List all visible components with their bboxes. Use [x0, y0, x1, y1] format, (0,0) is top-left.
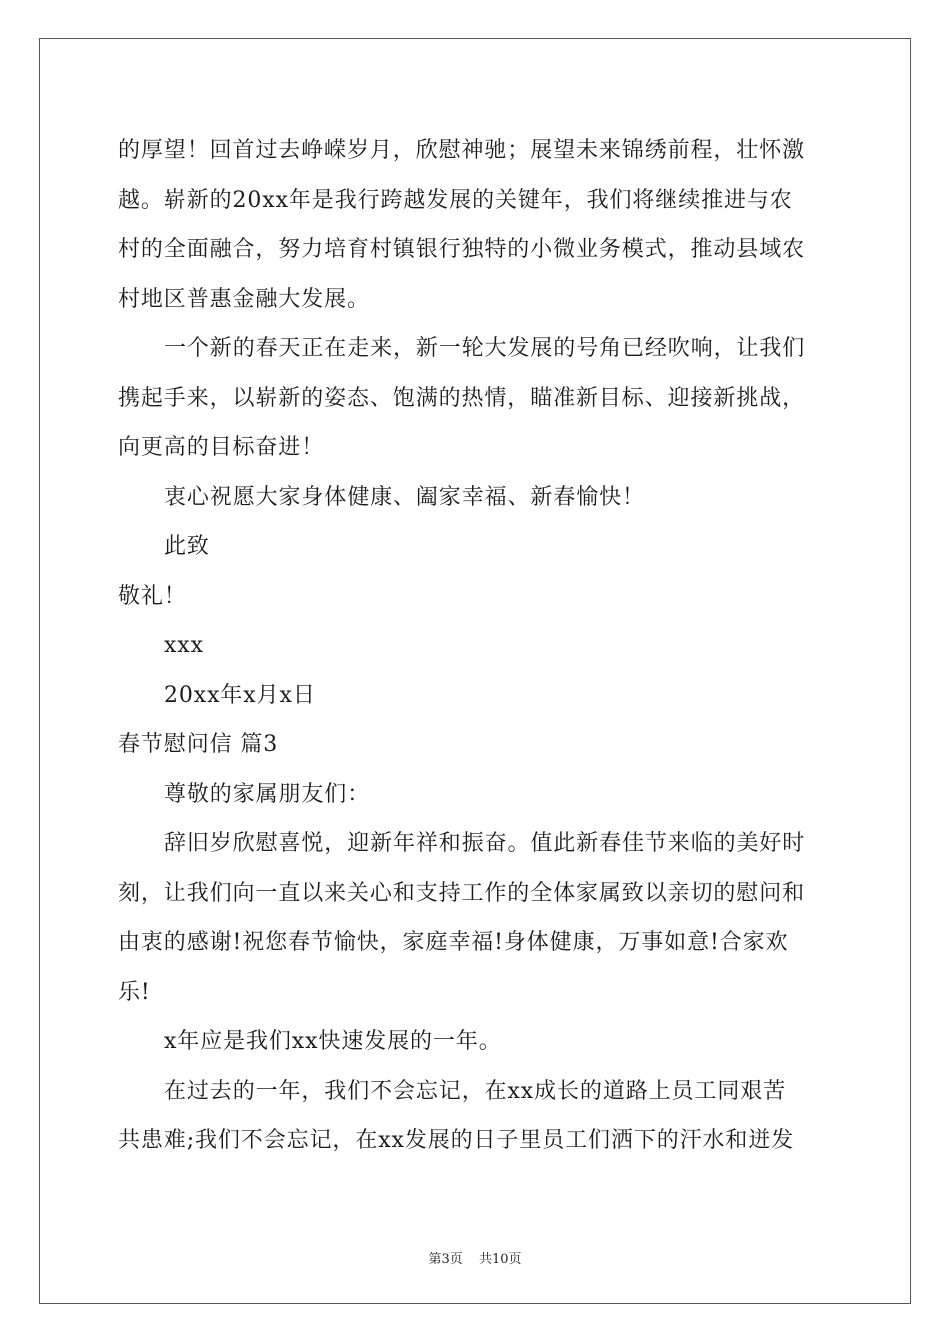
page-footer: [0, 1248, 950, 1267]
text-line: 村地区普惠金融大发展。: [118, 286, 370, 312]
text-line: 一个新的春天正在走来，新一轮大发展的号角已经吹响，让我们: [164, 336, 806, 361]
text-line: 向更高的目标奋进！: [118, 435, 325, 460]
text-line: 的厚望！回首过去峥嵘岁月，欣慰神驰；展望未来锦绣前程，壮怀激: [118, 138, 806, 163]
text-line: 在过去的一年，我们不会忘记，在xx成长的道路上员工同艰苦: [164, 1078, 787, 1104]
page-total: 共10页: [478, 1252, 522, 1267]
text-line: 衷心祝愿大家身体健康、阖家幸福、新春愉快！: [164, 484, 645, 510]
text-line: 村的全面融合，努力培育村镇银行独特的小微业务模式，推动县域农: [118, 237, 806, 262]
page-number: 第3页: [428, 1252, 463, 1267]
text-line: 由衷的感谢!祝您春节愉快，家庭幸福!身体健康，万事如意!合家欢: [118, 930, 789, 955]
text-line: 尊敬的家属朋友们：: [164, 781, 371, 807]
text-line: xxx: [164, 633, 204, 658]
text-line: x年应是我们xx快速发展的一年。: [164, 1029, 502, 1054]
text-line: 共患难;我们不会忘记，在xx发展的日子里员工们洒下的汗水和迸发: [118, 1128, 795, 1153]
text-line: 敬礼！: [118, 583, 187, 609]
text-line: 越。崭新的20xx年是我行跨越发展的关键年，我们将继续推进与农: [118, 187, 793, 213]
text-line: 春节慰问信 篇3: [118, 732, 279, 757]
text-line: 此致: [164, 534, 210, 559]
text-line: 携起手来，以崭新的姿态、饱满的热情，瞄准新目标、迎接新挑战，: [118, 385, 806, 411]
text-line: 刻，让我们向一直以来关心和支持工作的全体家属致以亲切的慰问和: [118, 880, 806, 906]
text-line: 20xx年x月x日: [164, 682, 316, 708]
document-body: [118, 126, 838, 1166]
text-line: 辞旧岁欣慰喜悦，迎新年祥和振奋。值此新春佳节来临的美好时: [164, 831, 806, 856]
text-line: 乐!: [118, 979, 151, 1005]
